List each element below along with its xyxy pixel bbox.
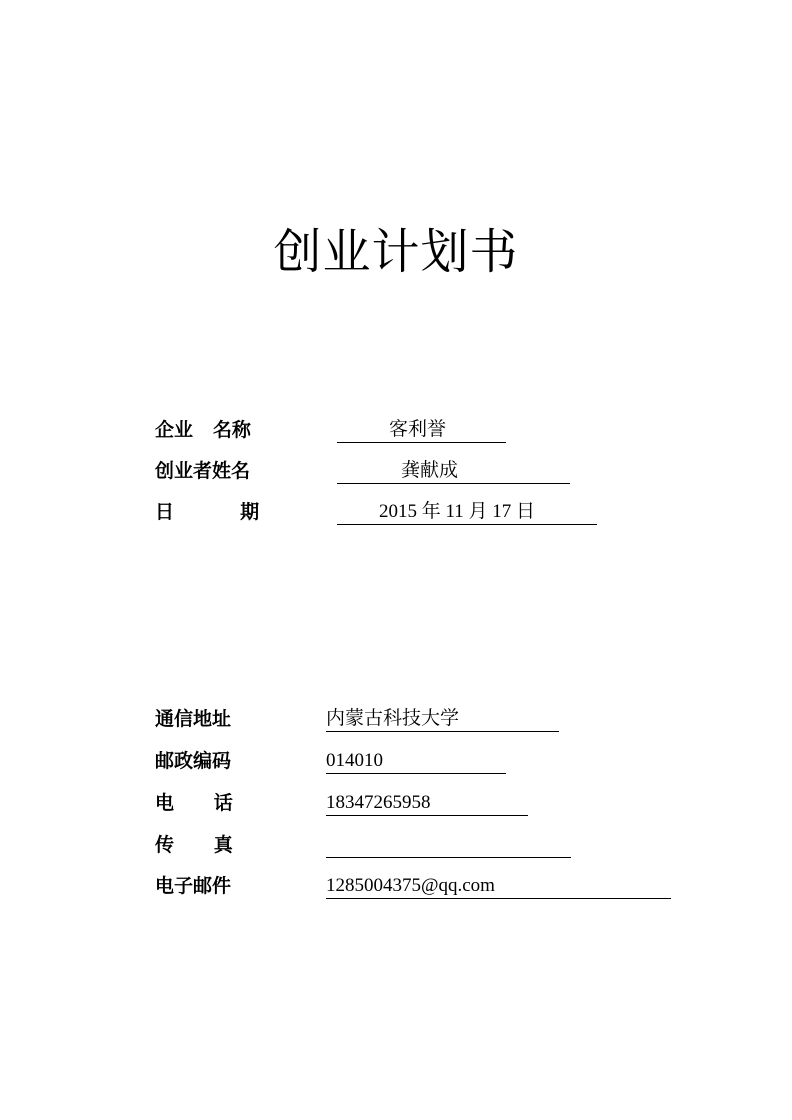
field-label: 电 话: [155, 792, 233, 814]
field-date: [0, 499, 792, 529]
field-email: [0, 873, 792, 903]
field-label: 通信地址: [155, 708, 232, 730]
document-title: 创业计划书: [273, 224, 519, 280]
field-fax: [0, 832, 792, 862]
field-label: 创业者姓名: [155, 460, 251, 482]
field-label: 传 真: [155, 834, 233, 856]
field-phone: [0, 790, 792, 820]
field-value: 龚献成: [337, 458, 570, 484]
field-postal-code: [0, 748, 792, 778]
field-value: 18347265958: [326, 790, 528, 816]
field-value: 1285004375@qq.com: [326, 873, 671, 899]
field-value: 内蒙古科技大学: [326, 706, 559, 732]
field-company-name: [0, 417, 792, 447]
field-value: [326, 832, 571, 858]
field-value: 014010: [326, 748, 506, 774]
field-address: [0, 706, 792, 736]
field-label: 日 期: [155, 501, 260, 523]
field-founder-name: [0, 458, 792, 488]
field-value: 2015 年 11 月 17 日: [337, 499, 597, 525]
field-value: 客利誉: [337, 417, 506, 443]
field-label: 邮政编码: [155, 750, 232, 772]
field-label: 企业 名称: [155, 419, 251, 441]
field-label: 电子邮件: [155, 875, 232, 897]
